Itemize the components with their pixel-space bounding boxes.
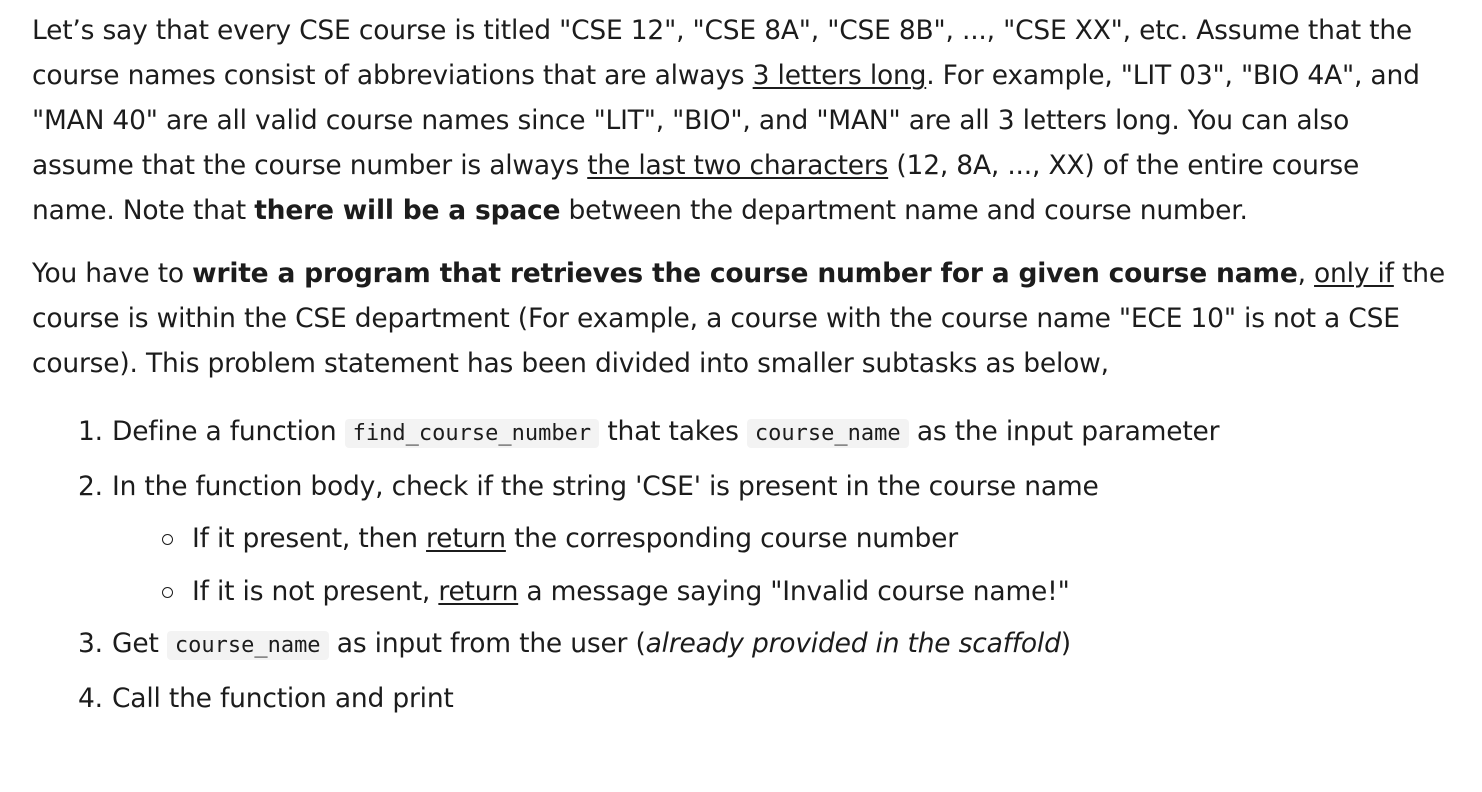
list-number: 1. [78,416,103,447]
underline-return: return [438,575,519,607]
code-course-name: course_name [747,419,909,448]
list-item: 4. Call the function and print [112,673,1447,726]
list-number: 4. [78,682,103,714]
italic-scaffold-note: already provided in the scaffold [645,628,1061,659]
sub-list-item: If it present, then return the corresponding course number [192,513,1447,566]
underline-return: return [426,523,506,554]
bold-task: write a program that retrieves the course number for a given course name [192,258,1298,289]
code-find-course-number: find_course_number [345,419,599,448]
bullet-circle-icon [162,534,173,545]
bullet-circle-icon [162,587,173,598]
list-number: 2. [78,470,103,502]
paragraph-intro: Let’s say that every CSE course is titled "CSE 12", "CSE 8A", "CSE 8B", ..., "CSE XX", etc. Assume that the course names consist of abbreviations that are always 3 letters long. For example, "LIT 03", "BIO 4A", and "MAN 40" are all valid course names since "LIT", "BIO", and "MAN" are all 3 letters long. You can also assume that the course number is always the last two characters (12, 8A, ..., XX) of the entire course name. Note that there will be a space between the department name and course number. [32,15,1420,226]
sub-list [112,513,1447,618]
code-course-name: course_name [167,631,329,660]
list-item: 1. Define a function find_course_number that takes course_name as the input parameter [112,406,1447,461]
paragraph-task: You have to write a program that retrieves the course number for a given course name, only if the course is within the CSE department (For example, a course with the course name "ECE 10" is not a CSE course). This problem statement has been divided into smaller subtasks as below, [32,258,1445,379]
problem-statement [32,8,1447,725]
sub-list-item: If it is not present, return a message saying "Invalid course name!" [192,566,1447,619]
list-number: 3. [78,628,103,659]
subtask-list [32,406,1447,725]
underline-3-letters: 3 letters long [752,60,927,91]
bold-space-note: there will be a space [254,195,561,226]
underline-only-if: only if [1314,258,1394,289]
list-item: 3. Get course_name as input from the user (already provided in the scaffold) [112,618,1447,673]
list-item: 2. In the function body, check if the string 'CSE' is present in the course name If it present, then return the corresponding course number If it is not present, return a message saying "Invalid course name!" [112,461,1447,619]
underline-last-two: the last two characters [587,150,889,181]
